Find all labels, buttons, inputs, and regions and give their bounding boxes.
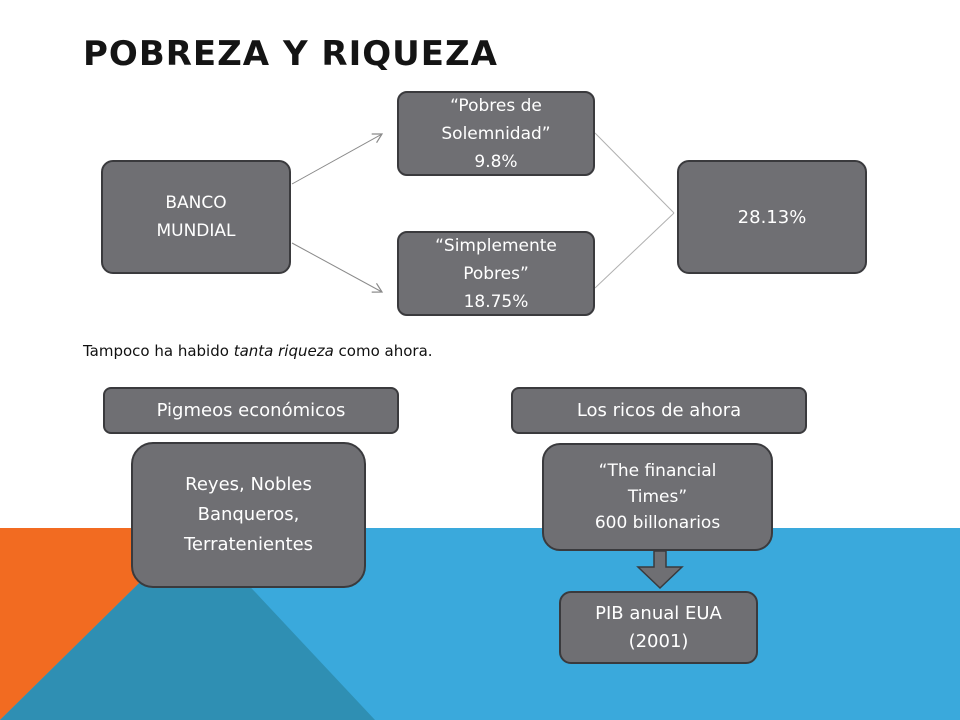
pobres-solemnidad-value: 9.8%: [474, 151, 518, 172]
ft-line-3: 600 billonarios: [594, 513, 721, 533]
total-value: 28.13%: [737, 206, 807, 228]
pobres-solemnidad-box: [397, 91, 595, 176]
reyes-nobles-box: [131, 442, 366, 588]
reyes-line-2: Banqueros,: [197, 504, 300, 525]
simplemente-pobres-line-1: “Simplemente: [435, 235, 557, 256]
pib-anual-box: [559, 591, 758, 664]
banco-line-1: BANCO: [165, 193, 227, 213]
ft-line-1: “The financial: [598, 461, 717, 481]
note-emphasis: tanta riqueza: [233, 342, 334, 360]
pib-line-1: PIB anual EUA: [595, 602, 722, 624]
financial-times-box: [542, 443, 773, 551]
ricos-header-label: Los ricos de ahora: [576, 400, 742, 421]
simplemente-pobres-value: 18.75%: [463, 291, 529, 312]
page-title: POBREZA Y RIQUEZA: [83, 34, 498, 74]
note-prefix: Tampoco ha habido: [83, 342, 234, 360]
simplemente-pobres-line-2: Pobres”: [463, 263, 529, 284]
note-suffix: como ahora.: [333, 342, 433, 360]
reyes-line-3: Terratenientes: [183, 534, 314, 555]
pigmeos-header: [103, 387, 399, 434]
pobres-solemnidad-line-2: Solemnidad”: [441, 123, 551, 144]
pigmeos-header-label: Pigmeos económicos: [156, 400, 346, 421]
ft-line-2: Times”: [627, 487, 688, 507]
banco-line-2: MUNDIAL: [156, 221, 236, 241]
pib-line-2: (2001): [628, 630, 689, 652]
pobres-solemnidad-line-1: “Pobres de: [450, 95, 542, 116]
ricos-header: [511, 387, 807, 434]
banco-mundial-box: [101, 160, 291, 274]
riqueza-note: [83, 342, 433, 360]
simplemente-pobres-box: [397, 231, 595, 316]
total-percentage-box: [677, 160, 867, 274]
reyes-line-1: Reyes, Nobles: [185, 474, 312, 495]
